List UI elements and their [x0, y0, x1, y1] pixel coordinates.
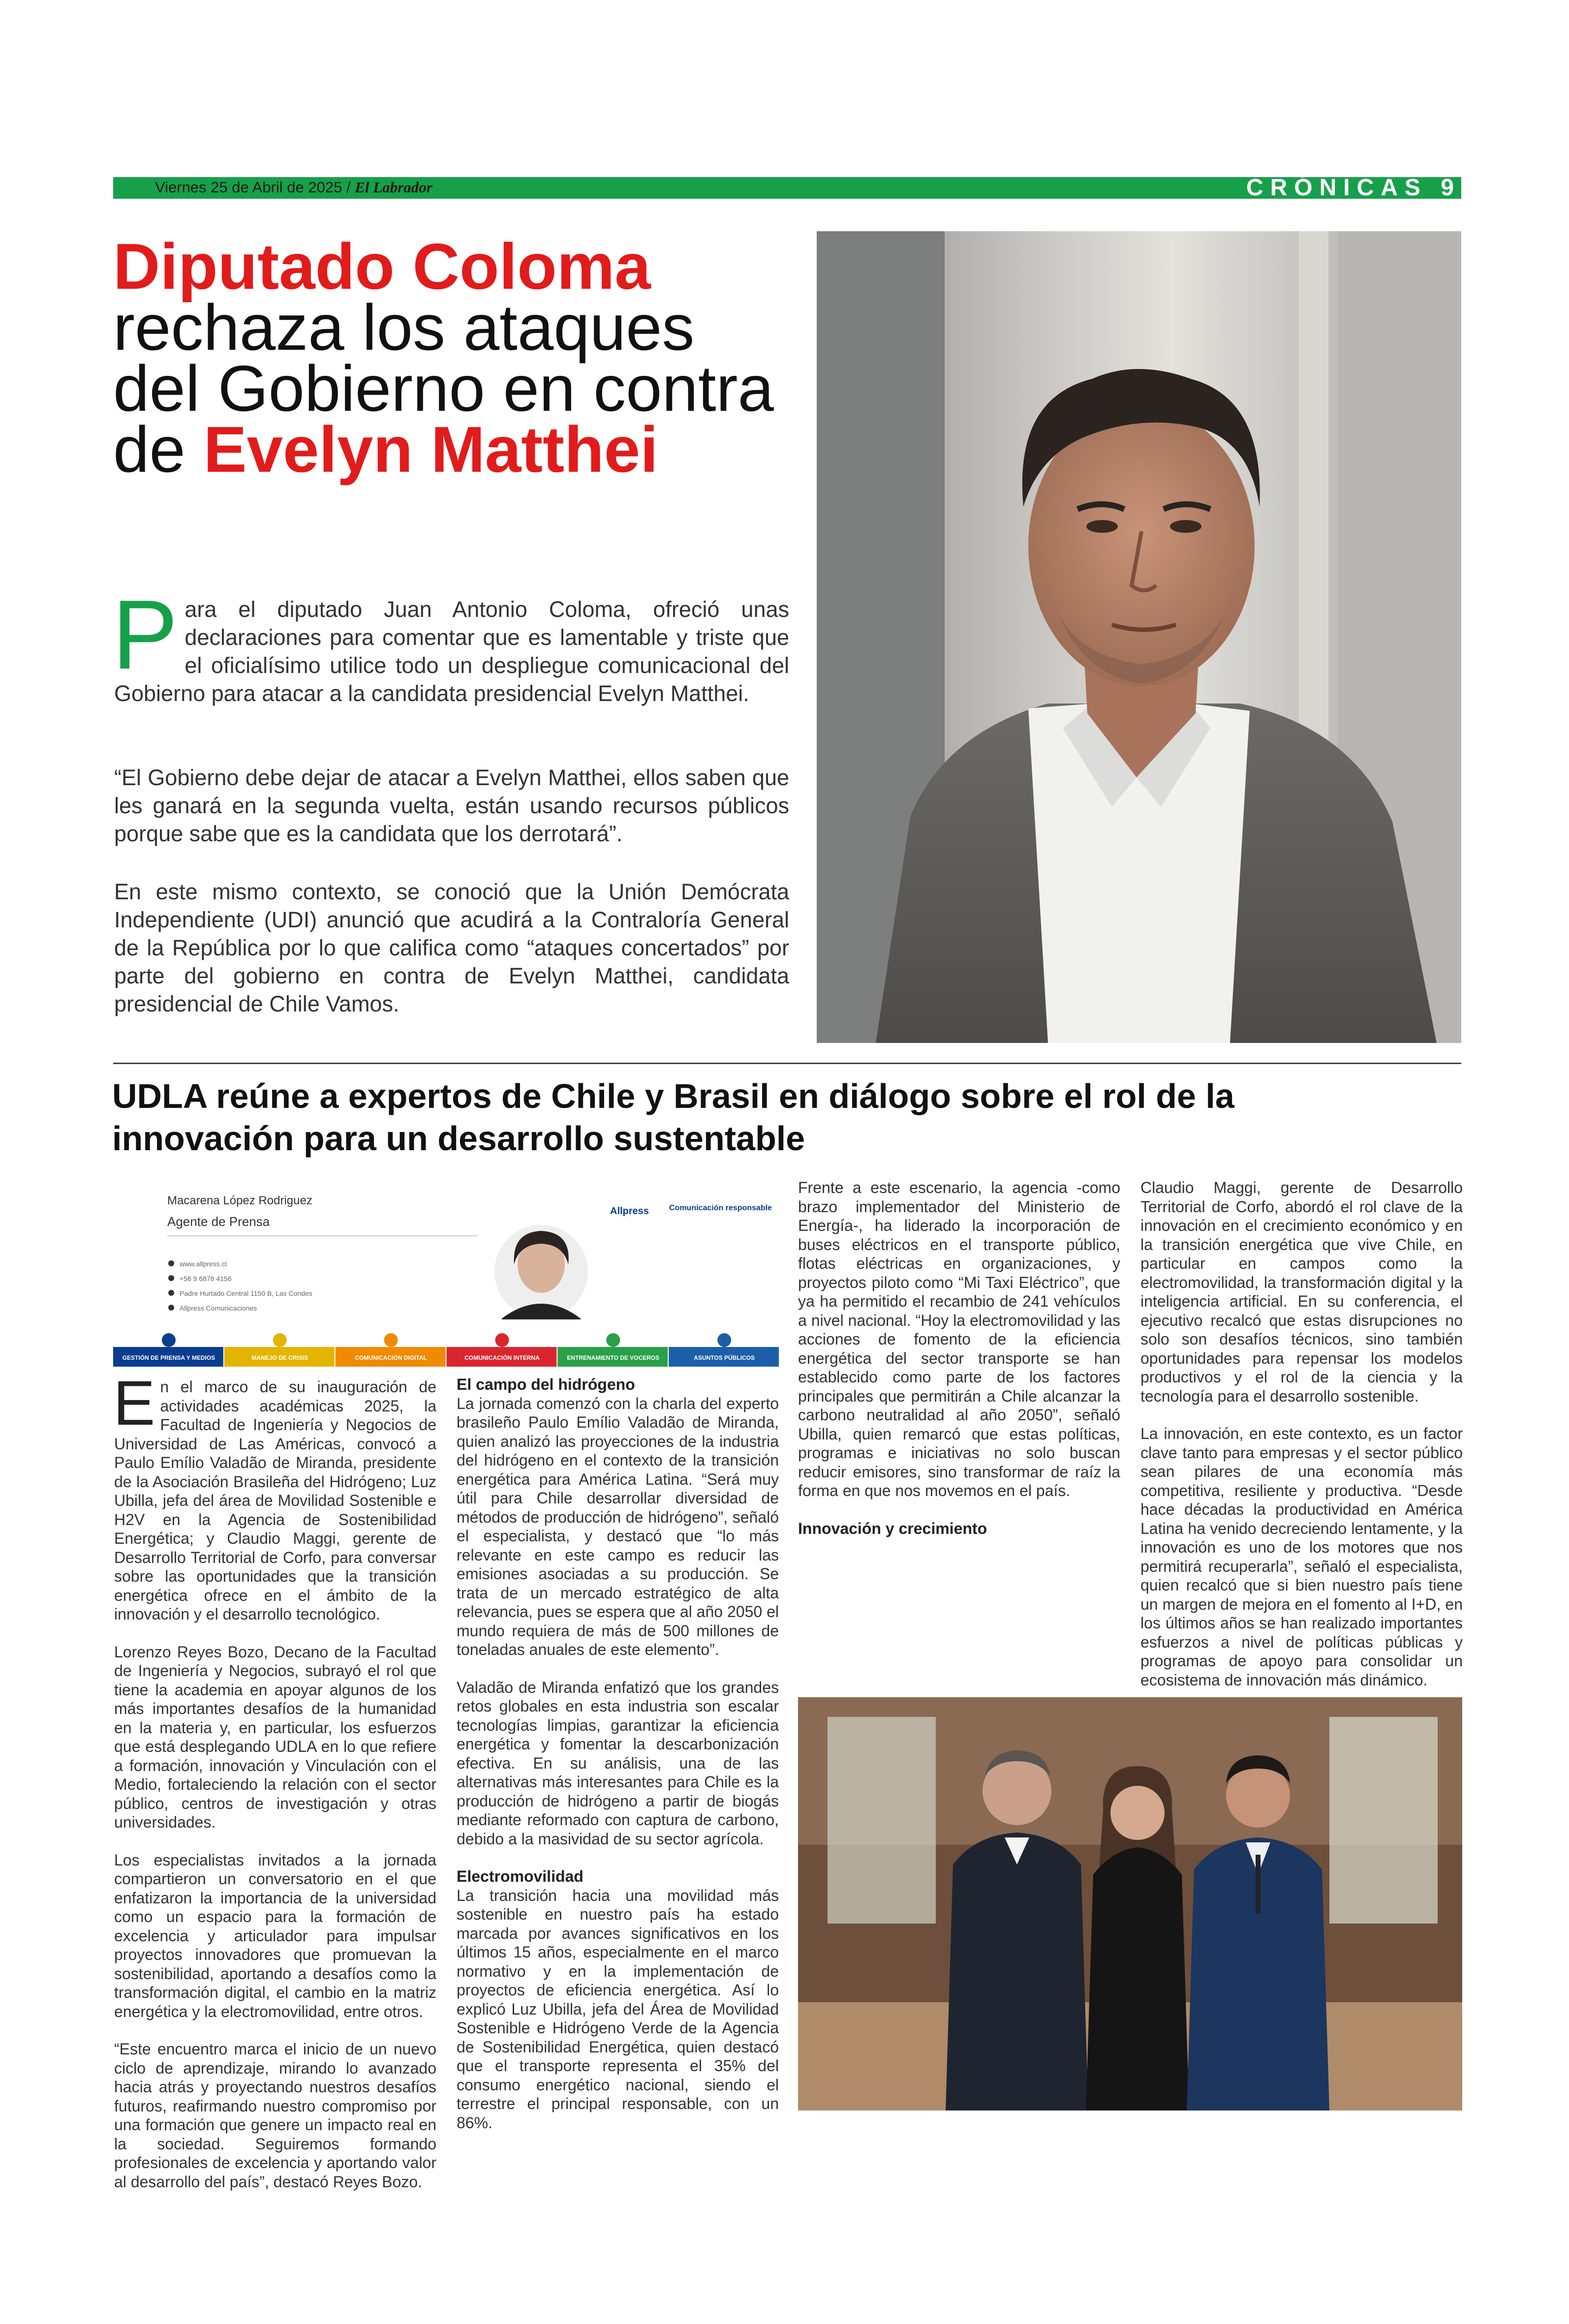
- promo-graphic: [113, 1191, 780, 1368]
- article2-column-1: [113, 1368, 436, 2191]
- promo-brand-tag: Comunicación responsable: [669, 1204, 772, 1212]
- portrait-illustration: [817, 231, 1461, 1043]
- article-divider: [113, 1063, 1461, 1064]
- header-date-line: [155, 179, 432, 196]
- promo-contact-2: +56 9 6878 4156: [180, 1275, 232, 1283]
- article1-paragraph-1: [112, 580, 789, 707]
- subhead-innovation: Innovación y crecimiento: [798, 1519, 987, 1537]
- promo-tab-icon: [273, 1333, 287, 1347]
- allpress-promo-banner: [113, 1191, 780, 1368]
- section-name: CRÓNICAS: [1246, 175, 1427, 201]
- header-section: [1246, 174, 1461, 201]
- drop-cap-e: E: [113, 1368, 155, 1438]
- article2-paragraph-3: Los especialistas invitados a la jornada compartieron un conversatorio en el que enfatizaron la importancia de la universidad como un espacio para la formación de excelencia y articulador para impulsar proyectos innovadores que promuevan la sostenibilidad, aportando a desafíos como la transformación digital, el cambio en la matriz energética y la electromovilidad, entre otros.: [114, 1851, 436, 2020]
- promo-brand: Allpress: [610, 1206, 649, 1217]
- promo-contact-1: www.allpress.cl: [180, 1260, 227, 1268]
- promo-tab-icon: [606, 1333, 620, 1347]
- article2-paragraph-7: La transición hacia una movilidad más sostenible en nuestro país ha estado marcada por avances significativos en los últimos 15 años, especialmente en el marco normativo y en la implementación de proyectos de eficiencia energética. Así lo explicó Luz Ubilla, jefa del Área de Movilidad Sostenible e Hidrógeno Verde de la Agencia de Sostenibilidad Energética, quien destacó que el transporte representa el 35% del consumo energético nacional, siendo el terrestre el principal responsable, con un 86%.: [457, 1886, 779, 2132]
- article2-paragraph-5: La jornada comenzó con la charla del experto brasileño Paulo Emílio Valadão de Miranda, quien analizó las proyecciones de la industria del hidrógeno en el contexto de la transición energética para América Latina. “Será muy útil para Chile desarrollar diversidad de métodos de producción de hidrógeno”, señaló el especialista, y destacó que “lo más relevante en este campo es reducir las emisiones asociadas a su producción. Se trata de un mercado estratégico de alta relevancia, pues se espera que al año 2050 el mundo requiera de más de 500 millones de toneladas anuales de este elemento”.: [457, 1394, 779, 1658]
- linkedin-icon: [168, 1305, 174, 1311]
- promo-contact-4: Allpress Comunicaciones: [180, 1304, 257, 1312]
- promo-tab-icon: [162, 1333, 176, 1347]
- promo-tab-label: ASUNTOS PÚBLICOS: [694, 1354, 755, 1361]
- header-separator: /: [346, 179, 351, 196]
- article2-paragraph-2: Lorenzo Reyes Bozo, Decano de la Facultad de Ingeniería y Negocios, subrayó el rol que tiene la academia en apoyar algunos de los más importantes desafíos de la humanidad en la materia y, en particular, los esfuerzos que está desplegando UDLA en lo que refiere a formación, innovación y Vinculación con el Medio, fortaleciendo la relación con el sector público, centros de investigación y otras universidades.: [114, 1643, 436, 1831]
- promo-tab-label: ENTRENAMIENTO DE VOCEROS: [567, 1354, 660, 1361]
- promo-tab-label: GESTIÓN DE PRENSA Y MEDIOS: [122, 1354, 215, 1361]
- article2-column-2: [457, 1375, 779, 2132]
- group-photo-illustration: [798, 1697, 1462, 2110]
- header-paper-name: El Labrador: [355, 179, 432, 196]
- article2-paragraph-10: La innovación, en este contexto, es un factor clave tanto para empresas y el sector público sean pilares de una economía más competitiva, resiliente y productiva. “Desde hace décadas la productividad en América Latina ha venido decreciendo lentamente, y la innovación es uno de los motores que nos permitirá recuperarla”, señaló el especialista, quien recalcó que si bien nuestro país tiene un margen de mejora en el fomento al I+D, en los últimos años se han realizado importantes esfuerzos a nivel de políticas públicas y programas de apoyo para consolidar un ecosistema de innovación más dinámico.: [1140, 1425, 1463, 1689]
- article2-paragraph-1: [113, 1368, 436, 1624]
- page-number: 9: [1441, 175, 1461, 201]
- article2-paragraph-9: Claudio Maggi, gerente de Desarrollo Territorial de Corfo, abordó el rol clave de la innovación en el crecimiento económico y en la transición energética que vive Chile, en particular en campos como la electromovilidad, la transformación digital y la inteligencia artificial. En su conferencia, el ejecutivo recalcó que estas disrupciones no solo son desafíos técnicos, sino también oportunidades para repensar los modelos productivos y el rol de la ciencia y la tecnología para el desarrollo sostenible.: [1140, 1179, 1463, 1405]
- promo-name: Macarena López Rodriguez: [167, 1194, 312, 1207]
- location-icon: [168, 1290, 174, 1296]
- promo-tab-label: COMUNICACIÓN DIGITAL: [355, 1354, 427, 1361]
- headline-red-1: Diputado Coloma: [113, 230, 651, 303]
- phone-icon: [168, 1275, 174, 1281]
- promo-tab-icon: [384, 1333, 398, 1347]
- article2-paragraph-4: “Este encuentro marca el inicio de un nuevo ciclo de aprendizaje, mirando lo avanzado hacia atrás y proyectando nuestros desafíos futuros, reafirmando nuestro compromiso por una formación que genere un impacto real en la sociedad. Seguiremos formando profesionales de excelencia y aportando valor al desarrollo del país”, destacó Reyes Bozo.: [114, 2040, 436, 2191]
- promo-tab-label: COMUNICACIÓN INTERNA: [464, 1354, 540, 1361]
- article2-column-4: [1140, 1178, 1463, 1689]
- article2-p1-text: n el marco de su inauguración de actividades académicas 2025, la Facultad de Ingeniería y Negocios de Universidad de Las Américas, convocó a Paulo Emílio Valadão de Miranda, presidente de la Asociación Brasileña del Hidrógeno; Luz Ubilla, jefa del área de Movilidad Sostenible e H2V en la Agencia de Sostenibilidad Energética; y Claudio Maggi, gerente de Desarrollo Territorial de Corfo, para conversar sobre las oportunidades que la transición energética ofrece en el ámbito de la innovación y el desarrollo tecnológico.: [114, 1378, 436, 1623]
- article1-paragraph-3: En este mismo contexto, se conoció que la Unión Demócrata Independiente (UDI) anunció que acudirá a la Contraloría General de la República por lo que califica como “ataques concertados” por parte del gobierno en contra de Evelyn Matthei, candidata presidencial de Chile Vamos.: [114, 879, 789, 1016]
- article2-column-3: [798, 1178, 1120, 1538]
- article1-headline: [113, 230, 792, 486]
- promo-role: Agente de Prensa: [167, 1214, 270, 1229]
- promo-tab-icon: [495, 1333, 509, 1347]
- web-icon: [168, 1260, 174, 1266]
- article2-headline: UDLA reúne a expertos de Chile y Brasil en diálogo sobre el rol de la innovación para un desarrollo sustentable: [112, 1077, 1234, 1158]
- article2-paragraph-8: Frente a este escenario, la agencia -como brazo implementador del Ministerio de Energía-, ha liderado la incorporación de buses eléctricos en el transporte público, flotas eléctricas en organizaciones, y proyectos piloto como “Mi Taxi Eléctrico”, que ya ha permitido el recambio de 241 vehículos a nivel nacional. “Hoy la electromovilidad y las acciones de fomento de la eficiencia energética del sector transporte se han establecido como parte de los factores principales que permitirán a Chile alcanzar la carbono neutralidad al año 2050”, señaló Ubilla, quien remarcó que estas políticas, programas e iniciativas no solo buscan reducir emisores, sino transformar de raíz la forma en que nos movemos en el país.: [798, 1179, 1120, 1499]
- headline-red-2: Evelyn Matthei: [203, 413, 658, 486]
- promo-contact-3: Padre Hurtado Central 1150 B, Las Condes: [180, 1289, 312, 1297]
- article1-para1-text: ara el diputado Juan Antonio Coloma, ofreció unas declaraciones para comentar que es lamentable y triste que el oficialísimo utilice todo un despliegue comunicacional del Gobierno para atacar a la candidata presidencial Evelyn Matthei.: [114, 597, 789, 706]
- subhead-hydrogen: El campo del hidrógeno: [457, 1376, 635, 1393]
- promo-tab-icon: [717, 1333, 731, 1347]
- article1-paragraph-2: “El Gobierno debe dejar de atacar a Evelyn Matthei, ellos saben que les ganará en la segunda vuelta, están usando recursos públicos porque sabe que es la candidata que los derrotará”.: [114, 765, 789, 846]
- header-date: Viernes 25 de Abril de 2025: [155, 179, 342, 196]
- headline-black-1: rechaza los ataques del Gobierno en contra de: [113, 291, 774, 486]
- group-photo: [798, 1697, 1462, 2110]
- drop-cap-p: P: [112, 580, 178, 690]
- article2-paragraph-6: Valadão de Miranda enfatizó que los grandes retos globales en esta industria son escalar tecnologías limpias, garantizar la eficiencia energética y fomentar la descarbonización efectiva. En su análisis, una de las alternativas más interesantes para Chile es la producción de hidrógeno a partir de biogás mediante reformado con captura de carbono, debido a la masividad de su sector agrícola.: [457, 1678, 779, 1848]
- promo-tab-label: MANEJO DE CRISIS: [251, 1354, 308, 1361]
- subhead-electromobility: Electromovilidad: [457, 1867, 584, 1885]
- deputy-portrait-photo: [817, 231, 1461, 1043]
